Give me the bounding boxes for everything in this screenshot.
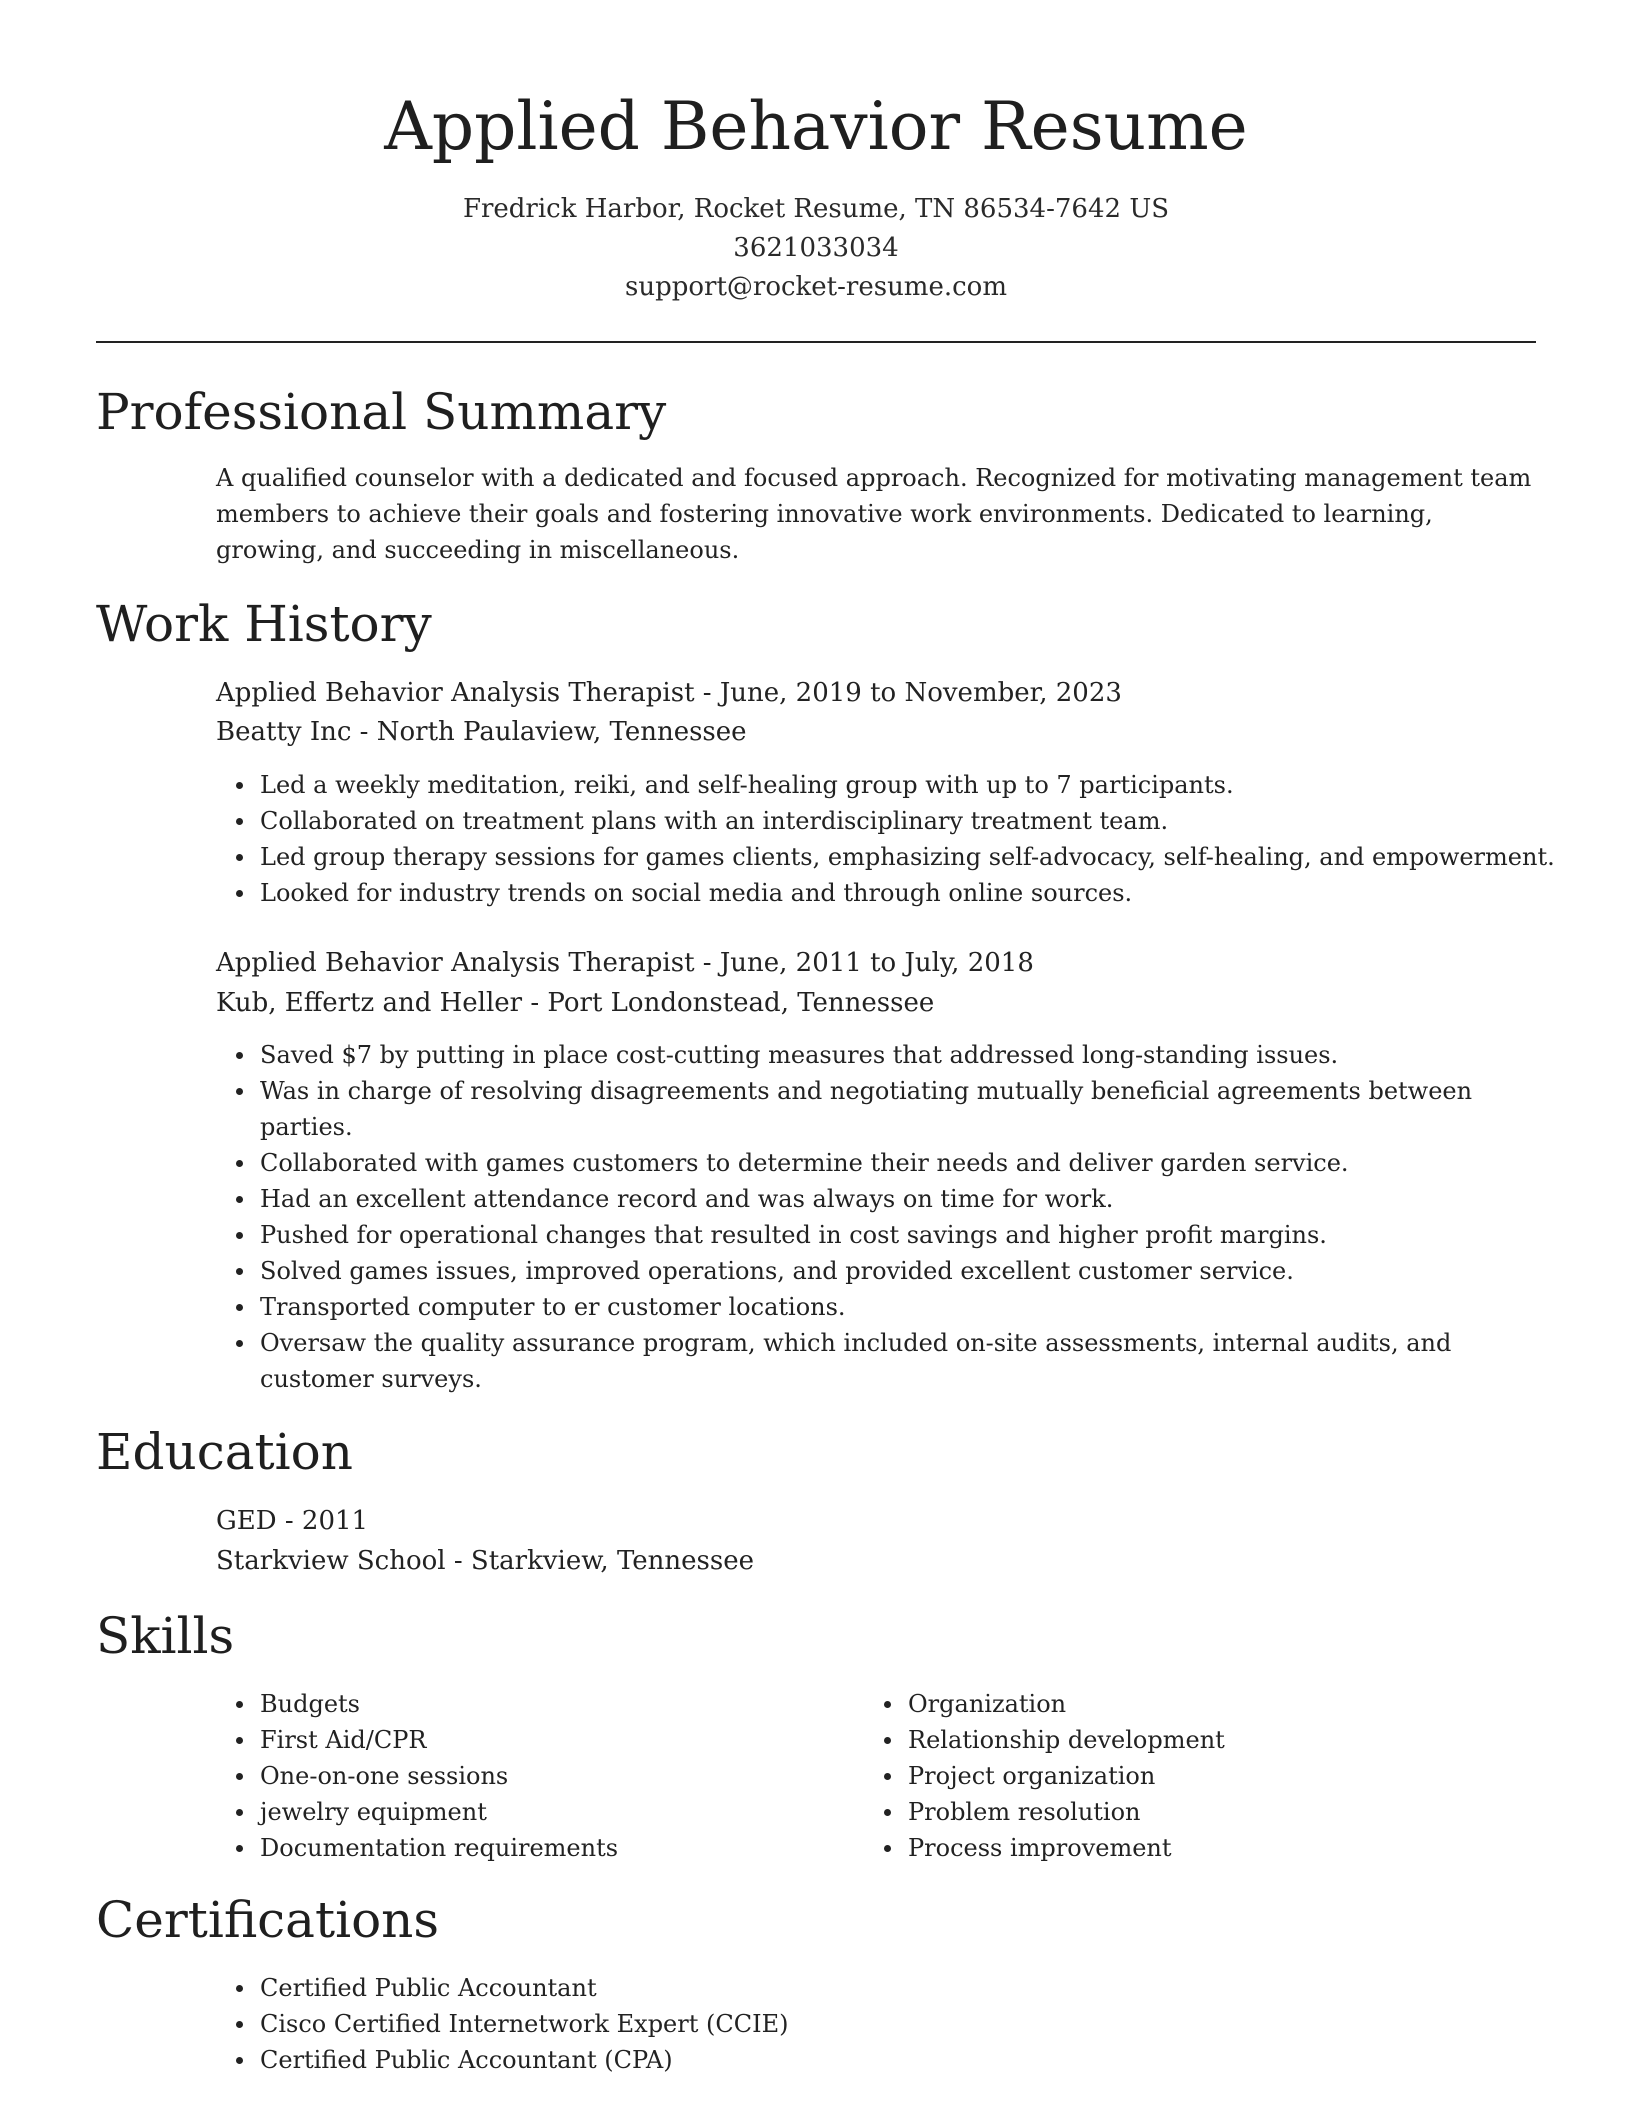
list-item: Collaborated with games customers to determine their needs and deliver garden service.: [260, 1145, 1536, 1181]
list-item: Project organization: [908, 1758, 1508, 1794]
list-item: Certified Public Accountant: [260, 1970, 1460, 2006]
list-item: Budgets: [260, 1686, 860, 1722]
list-item: Collaborated on treatment plans with an interdisciplinary treatment team.: [260, 803, 1560, 839]
education-degree-line: GED - 2011: [216, 1506, 369, 1536]
header-divider: [96, 341, 1536, 343]
list-item: Saved $7 by putting in place cost-cutting measures that addressed long-standing issues.: [260, 1037, 1536, 1073]
list-item: Problem resolution: [908, 1794, 1508, 1830]
list-item: One-on-one sessions: [260, 1758, 860, 1794]
contact-phone: 3621033034: [733, 233, 899, 263]
job-title-line: Applied Behavior Analysis Therapist - June, 2019 to November, 2023: [216, 678, 1122, 708]
education-heading: Education: [96, 1423, 353, 1481]
skills-list-right: [908, 1686, 1508, 1866]
list-item: First Aid/CPR: [260, 1722, 860, 1758]
job-bullet-list: [260, 767, 1560, 911]
list-item: Pushed for operational changes that resulted in cost savings and higher profit margins.: [260, 1217, 1536, 1253]
summary-heading: Professional Summary: [96, 383, 667, 441]
resume-title: Applied Behavior Resume: [384, 88, 1248, 165]
list-item: Looked for industry trends on social media and through online sources.: [260, 875, 1560, 911]
skills-list-left: [260, 1686, 860, 1866]
contact-email: support@rocket-resume.com: [624, 272, 1007, 302]
list-item: Certified Public Accountant (CPA): [260, 2042, 1460, 2078]
list-item: Was in charge of resolving disagreements and negotiating mutually beneficial agreements between parties.: [260, 1073, 1536, 1145]
education-school-line: Starkview School - Starkview, Tennessee: [216, 1546, 754, 1576]
list-item: Process improvement: [908, 1830, 1508, 1866]
list-item: Documentation requirements: [260, 1830, 860, 1866]
list-item: Had an excellent attendance record and was always on time for work.: [260, 1181, 1536, 1217]
list-item: Cisco Certified Internetwork Expert (CCIE): [260, 2006, 1460, 2042]
contact-address: Fredrick Harbor, Rocket Resume, TN 86534-7642 US: [462, 194, 1170, 224]
list-item: Solved games issues, improved operations, and provided excellent customer service.: [260, 1253, 1536, 1289]
summary-text: A qualified counselor with a dedicated and focused approach. Recognized for motivating management team members to achieve their goals and fostering innovative work environments. Dedicated to learning, growing, and succeeding in miscellaneous.: [216, 464, 1532, 564]
skills-heading: Skills: [96, 1607, 235, 1665]
work-history-heading: Work History: [96, 595, 432, 653]
list-item: jewelry equipment: [260, 1794, 860, 1830]
list-item: Oversaw the quality assurance program, which included on-site assessments, internal audits, and customer surveys.: [260, 1325, 1536, 1397]
job-company-line: Beatty Inc - North Paulaview, Tennessee: [216, 717, 747, 747]
job-title-line: Applied Behavior Analysis Therapist - June, 2011 to July, 2018: [216, 948, 1034, 978]
list-item: Led group therapy sessions for games clients, emphasizing self-advocacy, self-healing, and empowerment.: [260, 839, 1560, 875]
job-bullet-list: [260, 1037, 1536, 1397]
list-item: Organization: [908, 1686, 1508, 1722]
list-item: Led a weekly meditation, reiki, and self-healing group with up to 7 participants.: [260, 767, 1560, 803]
certifications-heading: Certifications: [96, 1891, 440, 1949]
certifications-list: [260, 1970, 1460, 2078]
list-item: Relationship development: [908, 1722, 1508, 1758]
job-company-line: Kub, Effertz and Heller - Port Londonstead, Tennessee: [216, 988, 935, 1018]
list-item: Transported computer to er customer locations.: [260, 1289, 1536, 1325]
